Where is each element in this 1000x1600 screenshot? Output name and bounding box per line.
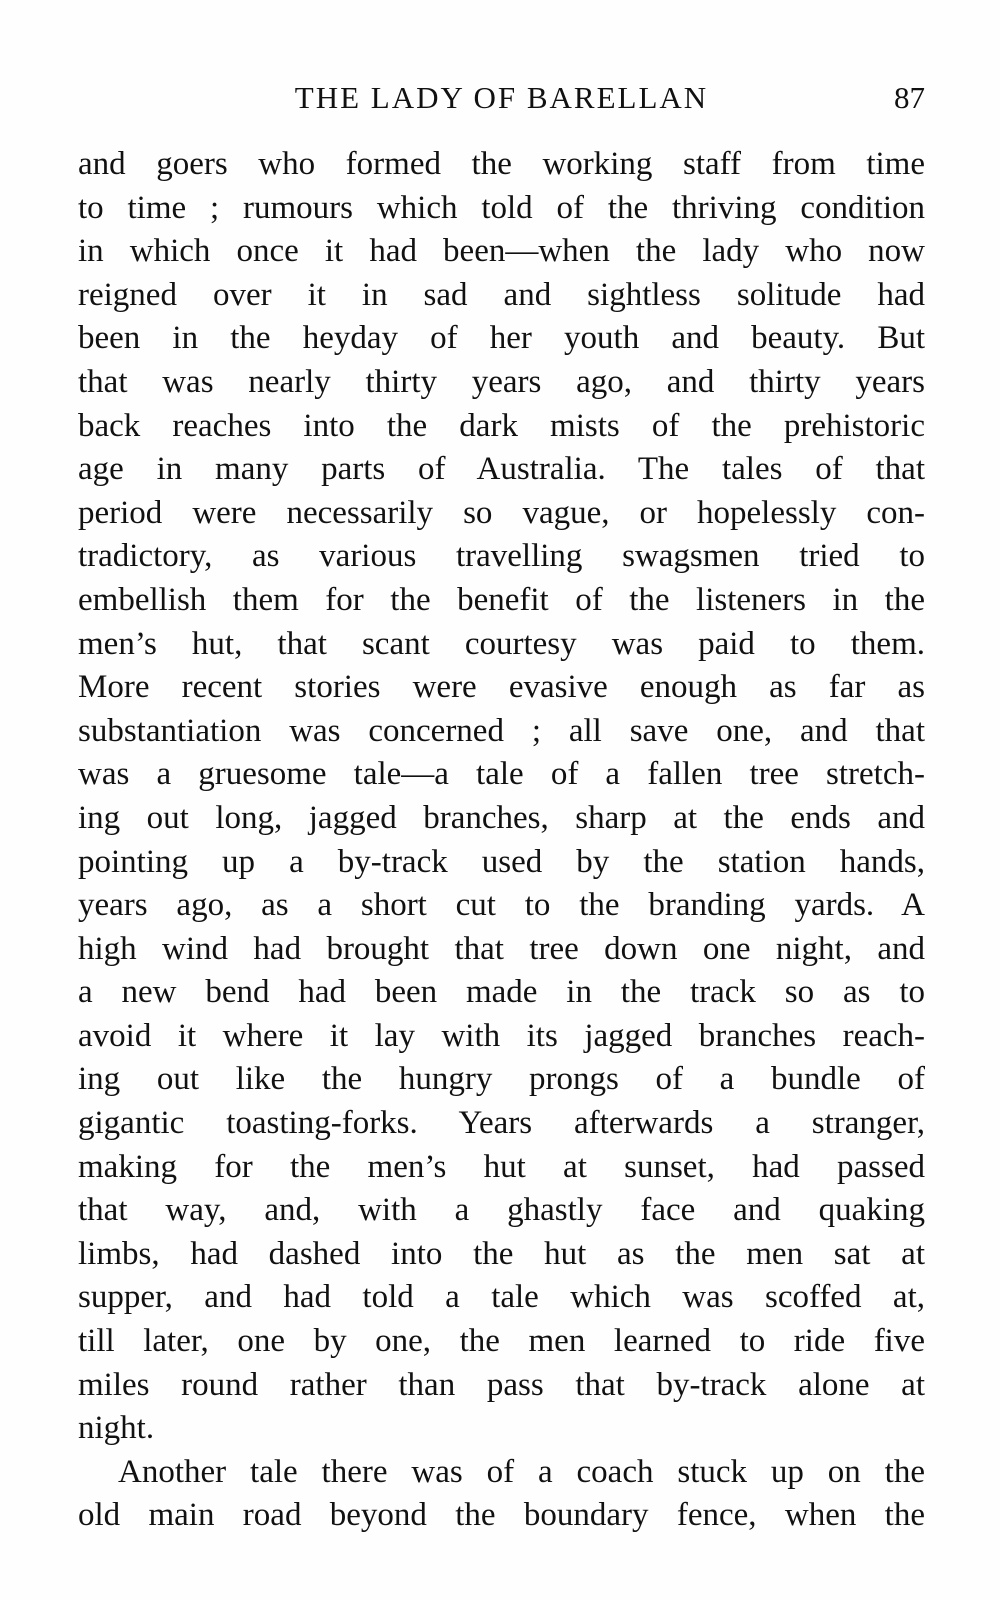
text-line: age in many parts of Australia. The tales of that — [78, 451, 925, 488]
text-line: in which once it had been—when the lady who now — [78, 233, 925, 270]
text-line-paragraph-start: Another tale there was of a coach stuck up on the — [118, 1453, 925, 1490]
text-line: old main road beyond the boundary fence, when the — [78, 1497, 925, 1534]
text-line: avoid it where it lay with its jagged branches reach- — [78, 1017, 925, 1054]
text-line: was a gruesome tale—a tale of a fallen tree stretch- — [78, 756, 925, 793]
text-line: supper, and had told a tale which was scoffed at, — [78, 1279, 925, 1316]
text-line: men’s hut, that scant courtesy was paid to them. — [78, 625, 925, 662]
text-line: reigned over it in sad and sightless solitude had — [78, 276, 925, 313]
body-text — [78, 143, 925, 1538]
text-line: been in the heyday of her youth and beauty. But — [78, 320, 925, 357]
text-line: period were necessarily so vague, or hopelessly con- — [78, 494, 925, 531]
text-line: high wind had brought that tree down one night, and — [78, 930, 925, 967]
text-line: tradictory, as various travelling swagsmen tried to — [78, 538, 925, 575]
text-line: ing out like the hungry prongs of a bundle of — [78, 1061, 925, 1098]
running-head — [78, 78, 925, 118]
text-line: More recent stories were evasive enough as far as — [78, 669, 925, 706]
text-line: limbs, had dashed into the hut as the men sat at — [78, 1235, 925, 1272]
text-line: substantiation was concerned ; all save one, and that — [78, 712, 925, 749]
page-number: 87 — [894, 80, 925, 115]
text-line: gigantic toasting-forks. Years afterwards a stranger, — [78, 1105, 925, 1142]
text-line: and goers who formed the working staff from time — [78, 146, 925, 182]
text-line: to time ; rumours which told of the thriving condition — [78, 189, 925, 226]
text-line-paragraph-end: night. — [78, 1410, 155, 1447]
text-line: a new bend had been made in the track so as to — [78, 974, 925, 1011]
text-line: ing out long, jagged branches, sharp at the ends and — [78, 799, 925, 836]
text-line: that way, and, with a ghastly face and quaking — [78, 1192, 925, 1229]
running-title: THE LADY OF BARELLAN — [294, 80, 709, 115]
text-line: making for the men’s hut at sunset, had passed — [78, 1148, 925, 1185]
text-line: miles round rather than pass that by-track alone at — [78, 1366, 925, 1403]
text-line: that was nearly thirty years ago, and thirty years — [78, 363, 925, 400]
text-line: back reaches into the dark mists of the prehistoric — [78, 407, 925, 444]
text-line: years ago, as a short cut to the branding yards. A — [78, 887, 925, 924]
text-line: embellish them for the benefit of the listeners in the — [78, 581, 925, 618]
text-line: till later, one by one, the men learned to ride five — [78, 1323, 925, 1360]
text-line: pointing up a by-track used by the station hands, — [78, 843, 925, 880]
